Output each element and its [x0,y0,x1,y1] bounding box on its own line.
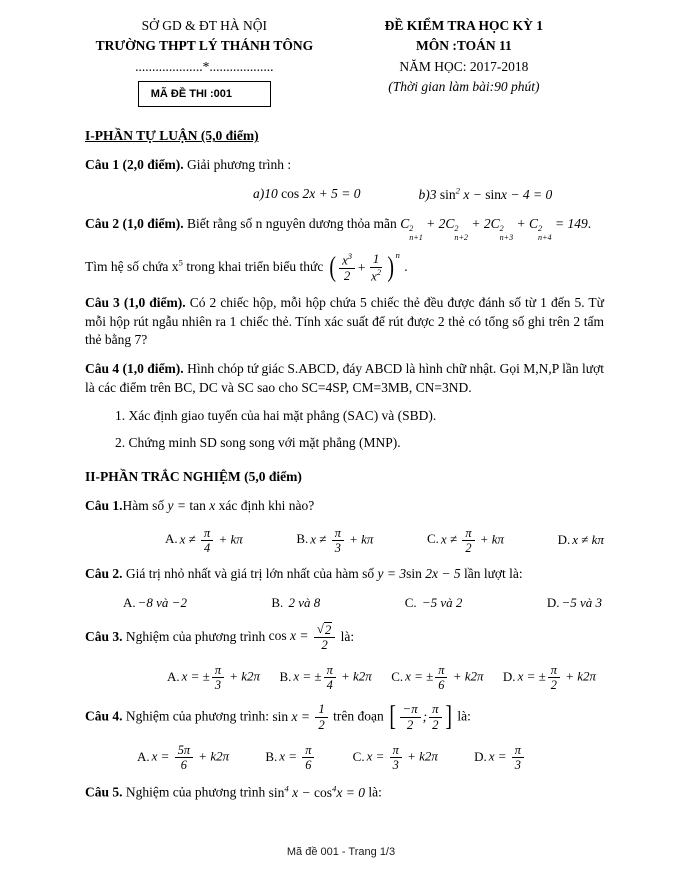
mc-q3-label: Câu 3. [85,628,123,644]
mc-q3-options [167,663,596,692]
option-letter: B. [296,531,309,547]
mc-q4-label: Câu 4. [85,708,123,724]
answer-option: A. x ≠ $\frac{\pi}{4}$ + kπ [165,525,243,555]
mc-q1-label: Câu 1. [85,498,123,513]
mc-q5-text: Nghiệm của phương trình $\sin^4 x - \cos^4x = 0$ là: [122,783,382,800]
answer-option: B. 2 và 8 [271,594,321,610]
exam-title: ĐỀ KIỂM TRA HỌC KỲ 1 [384,18,544,33]
essay-q2-label: Câu 2 (1,0 điểm). [85,215,184,231]
mc-q1-options [165,526,604,555]
equation-b: b)3 $\sin^2 x - \sin x - 4 = 0$ [418,185,553,202]
mc-q4-stem [85,702,604,733]
essay-q2-text-2: Tìm hệ số chứa $x^5$ trong khai triển biểu thức ( $\frac{x^3}{2}$ + $\frac{1}{x^2}$ ) $^n$ . [85,250,408,284]
answer-option: B. x ≠ $\frac{\pi}{3}$ + kπ [296,525,374,555]
essay-q1-intro: Giải phương trình : [183,156,292,172]
option-letter: D. [474,748,487,764]
option-letter: A. [167,668,180,684]
exam-subject: MÔN :TOÁN 11 [415,38,512,54]
mc-q2-options [123,594,602,612]
mc-q5-stem [85,782,604,802]
header-left [85,16,324,107]
answer-option: C. x = ± $\frac{\pi}{6}$ + k2π [391,663,484,693]
answer-option: B. x = ± $\frac{\pi}{4}$ + k2π [279,663,372,693]
essay-q4-label: Câu 4 (1,0 điểm). [85,360,184,376]
mc-q3-text: Nghiệm của phương trình cos x = √ 2 2 là: [122,621,355,653]
exam-duration: (Thời gian làm bài:90 phút) [388,78,540,94]
equation-a: a)10 cos 2x + 5 = 0 [253,185,361,201]
school-year: NĂM HỌC: 2017-2018 [399,58,529,74]
essay-q4 [85,360,604,397]
mc-q5-label: Câu 5. [85,784,123,800]
essay-q3-label: Câu 3 (1,0 điểm). [85,295,186,310]
document-header [85,16,604,107]
mc-q3-stem [85,622,604,654]
option-letter: A. [165,531,178,547]
option-letter: C. [391,668,404,684]
option-letter: D. [502,668,516,684]
option-letter: B. [279,668,292,684]
option-letter: D. [557,532,571,548]
essay-q3 [85,294,604,350]
answer-option: A. x = ± $\frac{\pi}{3}$ + k2π [167,663,261,693]
essay-q4-item-1: 1. Xác định giao tuyến của hai mặt phẳng (SAC) và (SBD). [115,408,437,424]
section-essay-heading: I-PHẦN TỰ LUẬN (5,0 điểm) [85,128,259,144]
option-letter: A. [137,748,150,764]
answer-option: D. x ≠ kπ [557,532,604,548]
essay-q2-paragraph-2 [85,252,604,284]
mc-q4-options [137,743,526,772]
section-mc-heading: II-PHẦN TRẮC NGHIỆM (5,0 điểm) [85,469,302,485]
option-letter: C. [404,594,417,610]
school-name: TRƯỜNG THPT LÝ THÁNH TÔNG [95,38,314,54]
mc-q1-text: Hàm số y = tan x xác định khi nào? [122,498,315,513]
answer-option: C. −5 và 2 [404,594,463,610]
mc-q1-stem [85,497,604,516]
essay-q4-text: Hình chóp tứ giác S.ABCD, đáy ABCD là hình chữ nhật. Gọi M,N,P lần lượt là các điểm trên BC, DC và SC sao cho SC=4SP, CM=3MB, CN=3ND. [85,360,604,395]
header-right [324,16,604,107]
essay-q1-label: Câu 1 (2,0 điểm). [85,156,184,172]
option-letter: C. [427,531,439,547]
mc-q4-text: Nghiệm của phương trình: sin x = $\frac{1}{2}$ trên đoạn [ $\frac{-\pi}{2}$ ; $\frac{\pi}{2}$ ] là: [122,701,471,733]
mc-q2-stem [85,565,604,584]
option-letter: A. [123,594,136,610]
exam-code-box: MÃ ĐỀ THI :001 [138,81,271,108]
option-letter: C. [352,748,365,764]
mc-q2-text: Giá trị nhỏ nhất và giá trị lớn nhất của hàm số y = 3sin 2x − 5 lần lượt là: [122,566,523,581]
department-name: SỞ GD & ĐT HÀ NỘI [141,18,268,33]
option-letter: B. [265,748,278,764]
essay-q2-paragraph-1 [85,215,604,243]
mc-q2-label: Câu 2. [85,566,123,581]
answer-option: A. −8 và −2 [123,594,187,610]
essay-q1 [85,156,604,175]
answer-option: D. −5 và 3 [546,594,602,610]
essay-q2-text-1: Biết rằng số n nguyên dương thỏa mãn C 2 n+1 + 2C 2 n+2 + 2C 2 n+3 + C 2 n+4 = 149. [183,215,592,242]
page-footer: Mã đề 001 - Trang 1/3 [286,845,396,858]
option-letter: D. [546,594,560,610]
essay-q3-text: Có 2 chiếc hộp, mỗi hộp chứa 5 chiếc thẻ đều được đánh số từ 1 đến 5. Từ mỗi hộp rút ngẫu nhiên ra 1 chiếc thẻ. Tính xác suất để rút được 2 thẻ có tổng số ghi trên 2 tấm thẻ bằng 7? [85,295,604,348]
answer-option: B. x = $\frac{\pi}{6}$ [265,743,316,772]
answer-option: C. x = $\frac{\pi}{3}$ + k2π [352,742,438,773]
essay-q4-item-2: 2. Chứng minh SD song song với mặt phẳng (MNP). [115,434,401,450]
option-letter: B. [271,594,284,610]
answer-option: A. x = $\frac{5\pi}{6}$ + k2π [137,742,230,773]
answer-option: C. x ≠ $\frac{\pi}{2}$ + kπ [427,525,505,555]
separator-dots: ....................*................... [135,58,274,74]
essay-q1-equations [253,185,604,205]
answer-option: D. x = $\frac{\pi}{3}$ [474,743,526,772]
answer-option: D. x = ± $\frac{\pi}{2}$ + k2π [502,663,596,693]
